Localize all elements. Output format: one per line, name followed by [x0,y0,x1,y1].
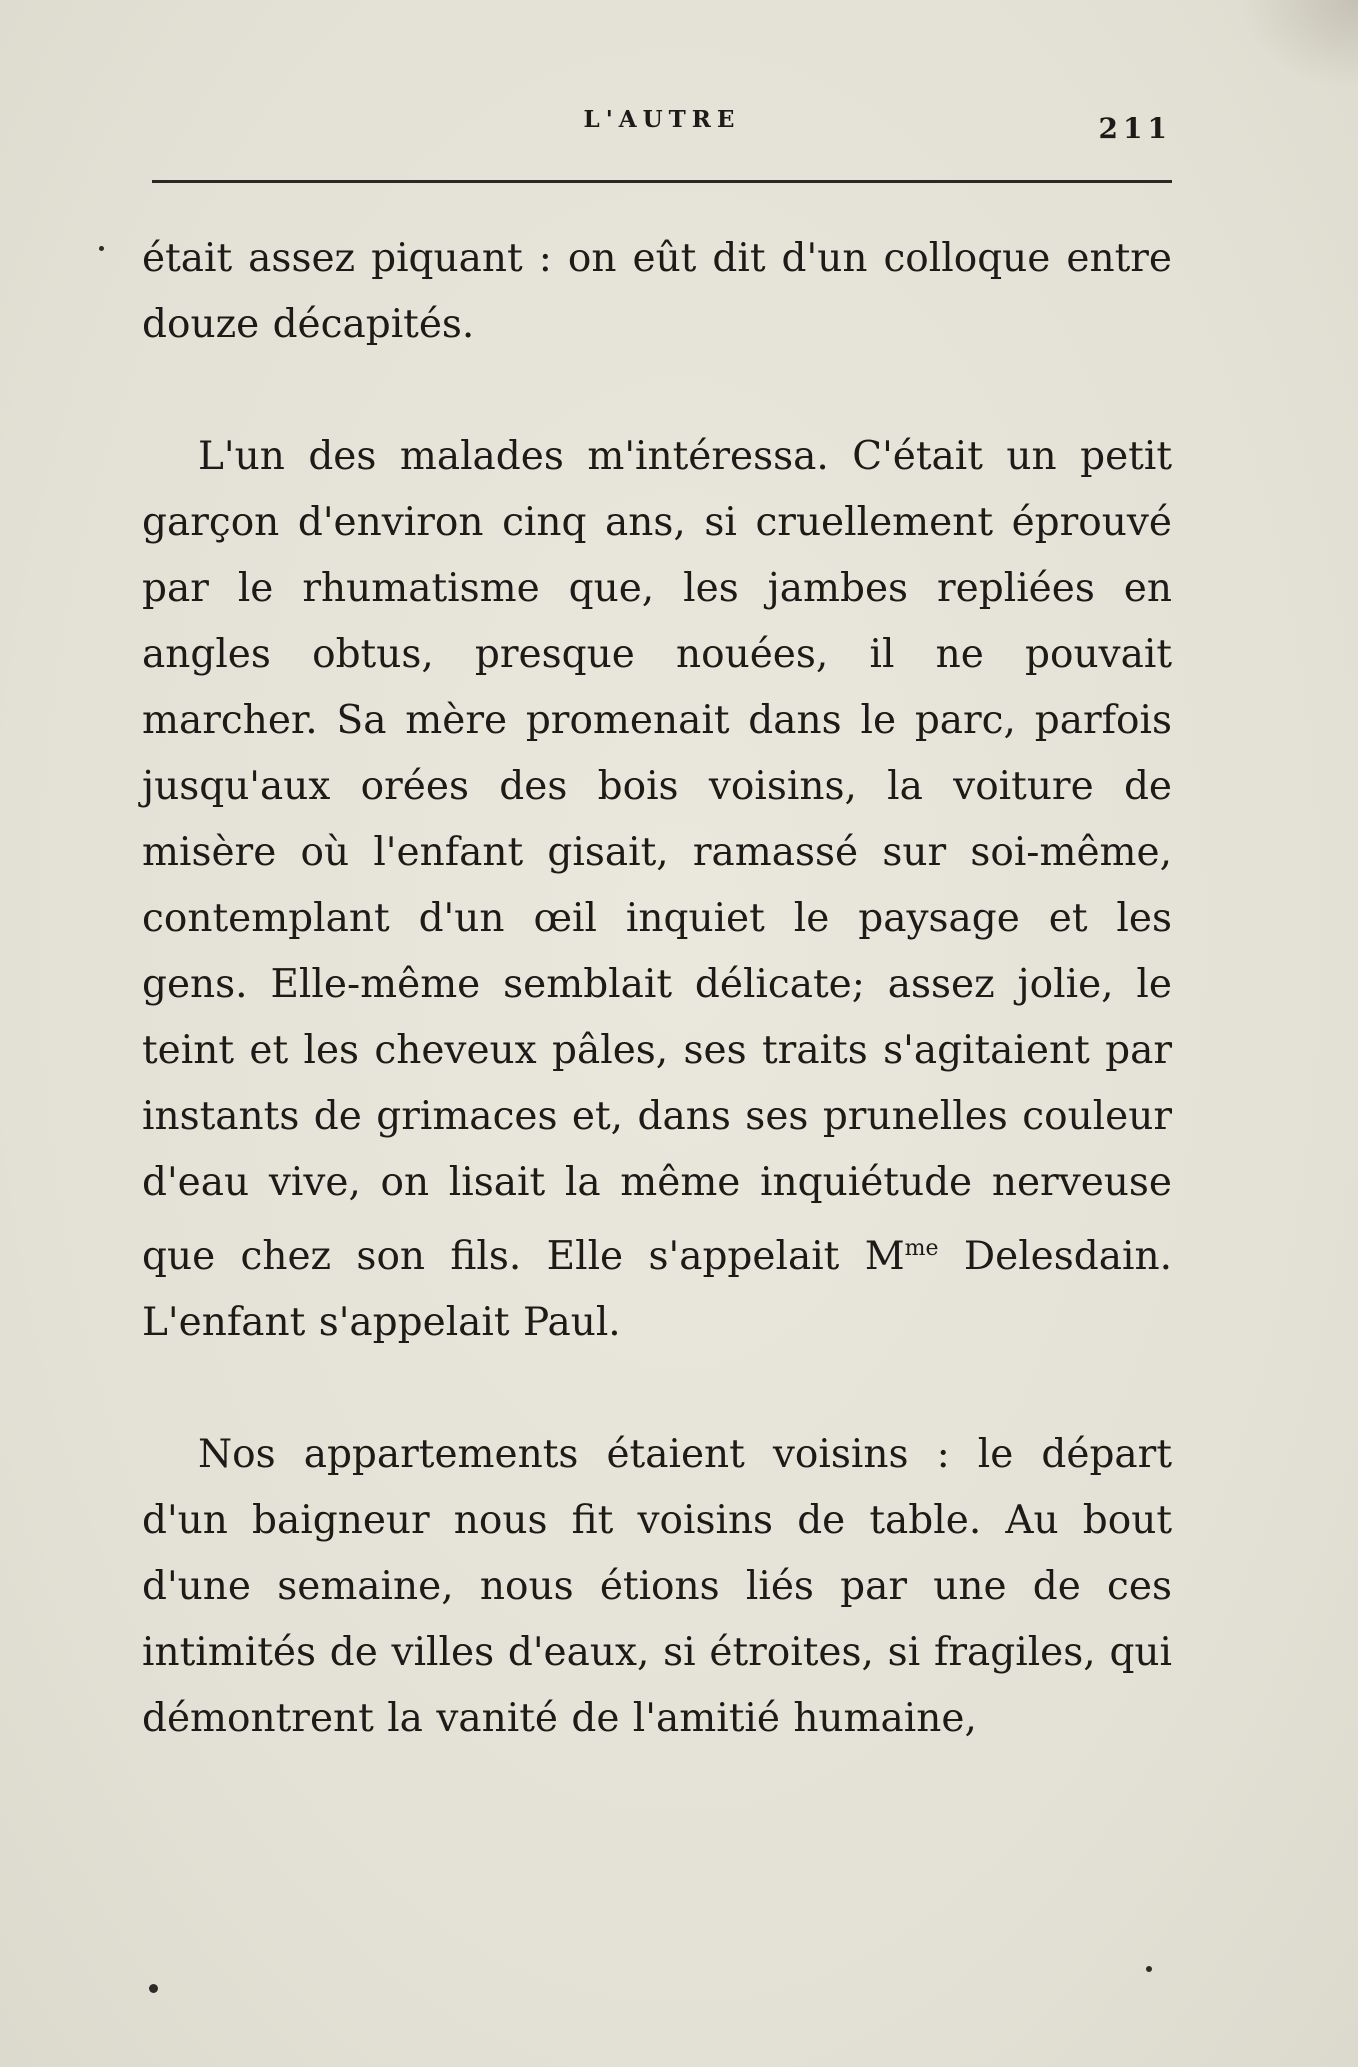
corner-smudge [1238,0,1358,90]
running-head [152,100,1172,150]
paragraph-appartements: Nos appartements étaient voisins : le départ d'un baigneur nous fit voisins de table. Au bout d'une semaine, nous étions liés par une de ces intimités de villes d'eaux, si étroites, si fragiles, qui démontrent la vanité de l'amitié humaine, [142,1432,1172,1741]
running-title: L'AUTRE [583,106,741,133]
paragraph-malades [142,424,1172,1356]
body-text [142,226,1172,1752]
paragraph-malades-end: Delesdain. L'enfant s'appelait Paul. [142,1234,1172,1345]
page-number: 211 [1098,112,1172,145]
ink-speck [149,1984,158,1993]
paragraph-continuation: était assez piquant : on eût dit d'un colloque entre douze décapités. [142,236,1172,347]
ink-speck [99,246,104,251]
honorific-superscript: me [904,1236,939,1261]
paragraph-malades-text: L'un des malades m'intéressa. C'était un petit garçon d'environ cinq ans, si cruellement éprouvé par le rhumatisme que, les jambes repliées en angles obtus, presque nouées, il ne pouvait marcher. Sa mère promenait dans le parc, parfois jusqu'aux orées des bois voisins, la voiture de misère où l'enfant gisait, ramassé sur soi-même, contemplant d'un œil inquiet le paysage et les gens. Elle-même semblait délicate; assez jolie, le teint et les cheveux pâles, ses traits s'agitaient par instants de grimaces et, dans ses prunelles couleur d'eau vive, on lisait la même inquiétude nerveuse que chez son fils. Elle s'appelait [142,434,1172,1279]
honorific-m: M [864,1234,905,1279]
header-rule [152,180,1172,183]
ink-speck [1146,1966,1152,1972]
